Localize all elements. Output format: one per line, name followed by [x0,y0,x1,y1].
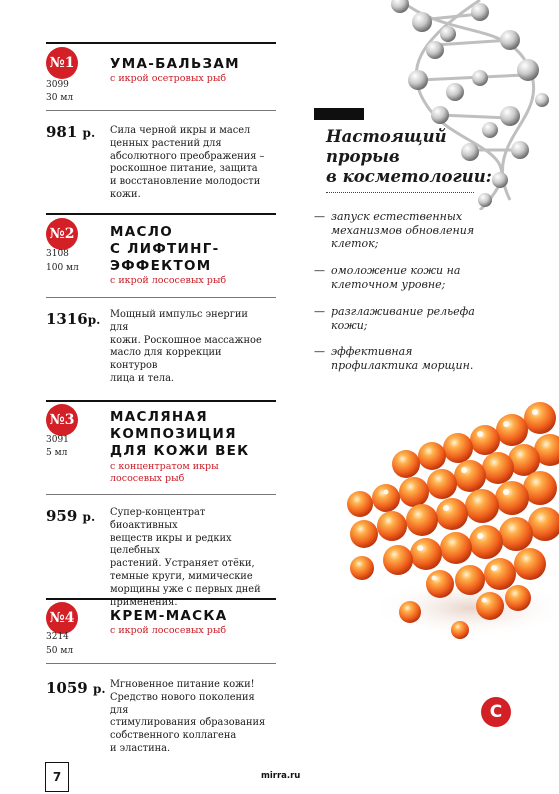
product-2-description: Мощный импульс энергии для кожи. Роскошное массажное масло для коррекции контуров лица и тела. [110,309,262,384]
red-caviar-image [340,398,559,648]
promo-title: Настоящий прорыв в косметологии: [326,127,492,186]
product-4-volume: 50 мл [46,646,74,656]
product-4-divider [46,663,276,664]
product-3-divider [46,494,276,495]
product-2-divider [46,297,276,298]
product-3-subtitle: с концентратом икры лососевых рыб [110,461,219,484]
product-2-volume: 100 мл [46,263,79,273]
product-3-code: 3091 [46,435,69,445]
product-2-code: 3108 [46,249,69,259]
promo-accent-bar [314,108,364,120]
product-3-price: 959 р. [46,507,96,525]
promo-bullet: — разглаживание рельефа кожи; [314,305,475,332]
product-4-code: 3214 [46,632,69,642]
product-1-price: 981 р. [46,123,96,141]
promo-divider [326,192,474,193]
brand-logo: C [481,697,511,727]
product-1-divider [46,110,276,111]
product-1-code: 3099 [46,80,69,90]
product-3-description: Супер-концентрат биоактивных веществ икры и редких целебных растений. Устраняет отёки, темные круги, мимические морщины уже с первых дней применения. [110,507,261,608]
product-2-price: 1316р. [46,310,101,328]
product-2-subtitle: с икрой лососевых рыб [110,275,227,286]
product-2-name: МАСЛО С ЛИФТИНГ- ЭФФЕКТОМ [110,224,220,274]
promo-bullet: — эффективная профилактика морщин. [314,345,474,372]
product-1-subtitle: с икрой осетровых рыб [110,73,227,84]
product-1-name: УМА-БАЛЬЗАМ [110,56,240,72]
product-1-description: Сила черной икры и масел ценных растений для абсолютного преображения – роскошное питание, защита и восстановление молодости кожи. [110,125,265,200]
product-4-top-rule [46,598,276,600]
product-4-subtitle: с икрой лососевых рыб [110,625,227,636]
product-3-badge: №3 [46,404,78,436]
product-3-top-rule [46,400,276,402]
product-1-volume: 30 мл [46,93,74,103]
product-4-price: 1059 р. [46,679,106,697]
product-4-name: КРЕМ-МАСКА [110,608,228,624]
product-2-badge: №2 [46,218,78,250]
page-number: 7 [45,762,69,792]
promo-bullet: — запуск естественных механизмов обновления клеток; [314,210,475,250]
product-4-description: Мгновенное питание кожи! Средство нового поколения для стимулирования образования собственного коллагена и эластина. [110,679,266,754]
product-3-name: МАСЛЯНАЯ КОМПОЗИЦИЯ ДЛЯ КОЖИ ВЕК [110,409,250,459]
product-1-badge: №1 [46,47,78,79]
product-1-top-rule [46,42,276,44]
product-4-badge: №4 [46,602,78,634]
promo-bullet: — омоложение кожи на клеточном уровне; [314,264,461,291]
site-url[interactable]: mirra.ru [261,771,301,781]
product-2-top-rule [46,213,276,215]
product-3-volume: 5 мл [46,448,68,458]
